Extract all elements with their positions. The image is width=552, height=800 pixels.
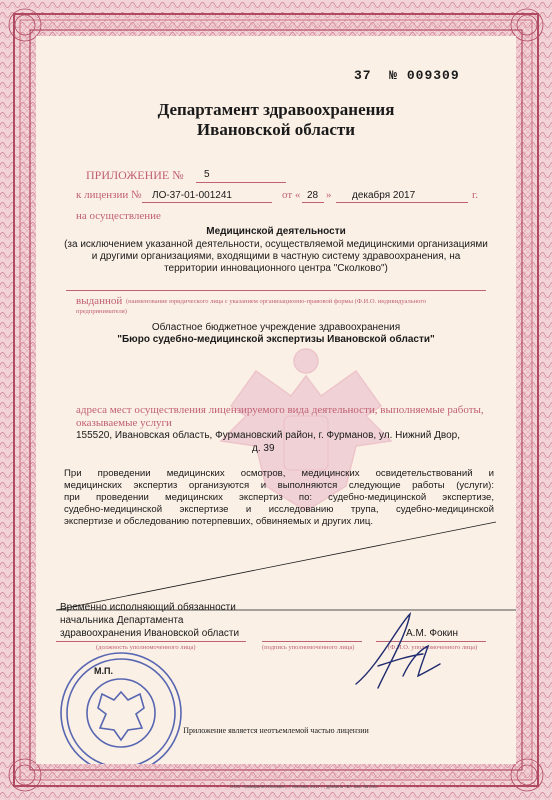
address-label-line-2: оказываемые услуги <box>76 417 172 429</box>
official-seal-stamp <box>56 648 186 764</box>
address-label-line-1: адреса мест осуществления лицензируемого вида деятельности, выполняемые работы, <box>76 404 484 416</box>
organization-name-line-1: Областное бюджетное учреждение здравоохранения <box>151 322 401 333</box>
license-date-label: от « <box>282 189 301 201</box>
services-line-2: медицинских экспертиз организуются и выполняются следующие работы (услуги): <box>64 480 494 491</box>
activity-title: Медицинской деятельности <box>206 226 346 237</box>
license-month-line <box>336 202 468 203</box>
license-month-year: декабря 2017 <box>352 190 416 201</box>
license-day-close-quote: » <box>326 189 332 201</box>
signatory-line-3: здравоохранения Ивановской области <box>60 628 240 639</box>
signatory-line-2: начальника Департамента <box>60 615 184 626</box>
license-number-line <box>142 202 272 203</box>
license-label: к лицензии № <box>76 189 142 201</box>
license-day-line <box>302 202 324 203</box>
license-number: ЛО-37-01-001241 <box>152 190 232 201</box>
organization-name-line-2: "Бюро судебно-медицинской экспертизы Ивановской области" <box>117 334 435 345</box>
stamp-mark: М.П. <box>94 666 113 676</box>
position-line <box>56 641 246 642</box>
appendix-label: ПРИЛОЖЕНИЕ № <box>86 168 184 182</box>
address-line-2: д. 39 <box>252 443 275 454</box>
department-title-line1: Департамент здравоохранения <box>157 100 395 119</box>
signatory-name: А.М. Фокин <box>406 628 458 639</box>
services-line-3: при проведении медицинских экспертиз по: судебно-медицинской экспертизе, <box>64 492 494 503</box>
activity-underline <box>66 290 486 291</box>
department-title-line2: Ивановской области <box>196 120 356 139</box>
address-line-1: 155520, Ивановская область, Фурмановский район, г. Фурманов, ул. Нижний Двор, <box>76 430 460 441</box>
document-body <box>36 36 516 764</box>
services-line-4: судебно-медицинской экспертизе и исследованию трупа, судебно-медицинской <box>64 504 494 515</box>
blank-serial: 37 № 009309 <box>354 68 460 83</box>
signature-hint: (подпись уполномоченного лица) <box>262 644 355 651</box>
blank-area-strike-lines <box>56 506 516 616</box>
handwritten-signature <box>348 606 448 696</box>
services-line-1: При проведении медицинских осмотров, медицинских освидетельствований и <box>64 468 494 479</box>
position-hint: (должность уполномоченного лица) <box>96 644 196 651</box>
issued-hint-2: предпринимателя) <box>76 308 127 315</box>
activity-line-1: (за исключением указанной деятельности, осуществляемой медицинскими организациями <box>64 239 488 250</box>
activity-line-3: территории инновационного центра "Сколково") <box>164 263 388 274</box>
appendix-note: Приложение является неотъемлемой частью лицензии <box>183 726 369 735</box>
appendix-number-line <box>196 182 286 183</box>
printer-imprint: ООО «Симфония-Москва», г. Москва, 2017 г., уровень «Б» Зак. № 343 <box>230 784 377 789</box>
signatory-line-1: Временно исполняющий обязанности <box>60 602 236 613</box>
name-hint: (Ф.И.О. уполномоченного лица) <box>388 644 478 651</box>
license-day: 28 <box>307 190 319 201</box>
license-year-suffix: г. <box>472 189 479 201</box>
services-line-5: экспертизе и обследованию потерпевших, обвиняемых и других лиц. <box>64 516 373 527</box>
activity-label: на осуществление <box>76 210 161 222</box>
signature-line <box>262 641 362 642</box>
activity-line-2: и другими организациями, входящими в частную систему здравоохранения, на <box>91 251 461 262</box>
appendix-number: 5 <box>204 169 210 180</box>
issued-hint-1: (наименование юридического лица с указанием организационно-правовой формы (Ф.И.О. индивидуального <box>126 298 427 305</box>
issued-label: выданной <box>76 295 123 307</box>
